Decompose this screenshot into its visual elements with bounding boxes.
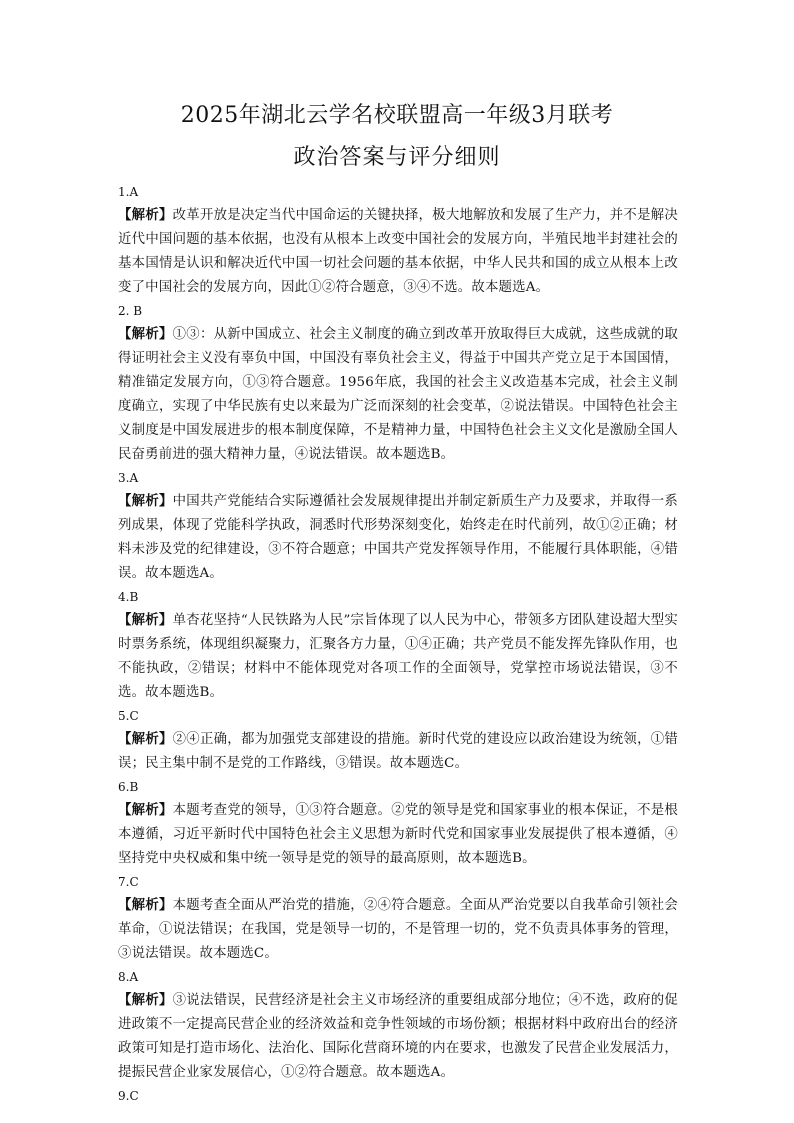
analysis-tag: 【解析】 <box>118 612 173 628</box>
analysis-text: ①③：从新中国成立、社会主义制度的确立到改革开放取得巨大成就，这些成就的取得证明社会主义没有辜负中国，中国没有辜负社会主义，得益于中国共产党立足于本国国情，精准锚定发展方向，①③符合题意。1956年底，我国的社会主义改造基本完成，社会主义制度确立，实现了中华民族有史以来最为广泛而深刻的社会变革，②说法错误。中国特色社会主义制度是中国发展进步的根本制度保障，不是精神力量，中国特色社会主义文化是激励全国人民奋勇前进的强大精神力量，④说法错误。故本题选B。 <box>118 327 678 462</box>
analysis-paragraph <box>118 489 678 586</box>
analysis-text: 单杏花坚持“人民铁路为人民”宗旨体现了以人民为中心，带领多方团队建设超大型实时票务系统，体现组织凝聚力，汇聚各方力量，①④正确；共产党员不能发挥先锋队作用，也不能执政，②错误；材料中不能体现党对各项工作的全面领导，党掌控市场说法错误，③不选。故本题选B。 <box>118 613 678 700</box>
document-title: 2025年湖北云学名校联盟高一年级3月联考 <box>180 103 614 128</box>
answer-item-1 <box>118 182 678 300</box>
analysis-text: 中国共产党能结合实际遵循社会发展规律提出并制定新质生产力及要求，并取得一系列成果，体现了党能科学执政，洞悉时代形势深刻变化，始终走在时代前列，故①②正确；材料未涉及党的纪律建设，③不符合题意；中国共产党发挥领导作用，不能履行具体职能，④错误。故本题选A。 <box>118 494 678 581</box>
answer-item-2 <box>118 301 678 467</box>
analysis-text: ③说法错误，民营经济是社会主义市场经济的重要组成部分地位；④不选，政府的促进政策不一定提高民营企业的经济效益和竞争性领域的市场份额；根据材料中政府出台的经济政策可知是打造市场化、法治化、国际化营商环境的内在要求，也激发了民营企业发展活力，提振民营企业家发展信心，①②符合题意。故本题选A。 <box>118 993 678 1080</box>
analysis-tag: 【解析】 <box>118 897 173 913</box>
question-number: 5.C <box>118 709 139 723</box>
question-number: 2. B <box>118 304 143 318</box>
analysis-text: 改革开放是决定当代中国命运的关键抉择，极大地解放和发展了生产力，并不是解决近代中国问题的基本依据，也没有从根本上改变中国社会的发展方向，半殖民地半封建社会的基本国情是认识和解决近代中国一切社会问题的基本依据，中华人民共和国的成立从根本上改变了中国社会的发展方向，因此①②符合题意，③④不选。故本题选A。 <box>118 208 678 295</box>
question-number: 7.C <box>118 875 139 889</box>
analysis-paragraph <box>118 608 678 705</box>
analysis-paragraph <box>118 798 678 871</box>
analysis-paragraph <box>118 203 678 300</box>
analysis-tag: 【解析】 <box>118 731 173 747</box>
question-number: 6.B <box>118 780 139 794</box>
question-number: 1.A <box>118 185 139 199</box>
answer-item-7 <box>118 872 678 966</box>
question-number: 4.B <box>118 590 139 604</box>
analysis-text: 本题考查全面从严治党的措施，②④符合题意。全面从严治党要以自我革命引领社会革命，①说法错误；在我国，党是领导一切的，不是管理一切的，党不负责具体事务的管理，③说法错误。故本题选C。 <box>118 898 678 961</box>
answer-item-6 <box>118 777 678 871</box>
answer-item-4 <box>118 587 678 705</box>
answer-list <box>118 182 678 1107</box>
answer-item-5 <box>118 706 678 776</box>
question-number: 3.A <box>118 471 139 485</box>
analysis-tag: 【解析】 <box>118 992 173 1008</box>
analysis-tag: 【解析】 <box>118 802 173 818</box>
answer-item-9 <box>118 1086 678 1107</box>
analysis-paragraph <box>118 322 678 467</box>
answer-item-8 <box>118 967 678 1085</box>
analysis-tag: 【解析】 <box>118 493 173 509</box>
analysis-paragraph <box>118 727 678 776</box>
analysis-paragraph <box>118 893 678 966</box>
analysis-text: 本题考查党的领导，①③符合题意。②党的领导是党和国家事业的根本保证，不是根本遵循，习近平新时代中国特色社会主义思想为新时代党和国家事业发展提供了根本遵循，④坚持党中央权威和集中统一领导是党的领导的最高原则，故本题选B。 <box>118 803 678 866</box>
analysis-tag: 【解析】 <box>118 207 173 223</box>
document-subtitle: 政治答案与评分细则 <box>293 145 501 170</box>
analysis-tag: 【解析】 <box>118 326 173 342</box>
analysis-paragraph <box>118 988 678 1085</box>
analysis-text: ②④正确，都为加强党支部建设的措施。新时代党的建设应以政治建设为统领，①错误；民主集中制不是党的工作路线，③错误。故本题选C。 <box>118 732 678 771</box>
question-number: 8.A <box>118 970 139 984</box>
question-number: 9.C <box>118 1089 139 1103</box>
answer-item-3 <box>118 468 678 586</box>
